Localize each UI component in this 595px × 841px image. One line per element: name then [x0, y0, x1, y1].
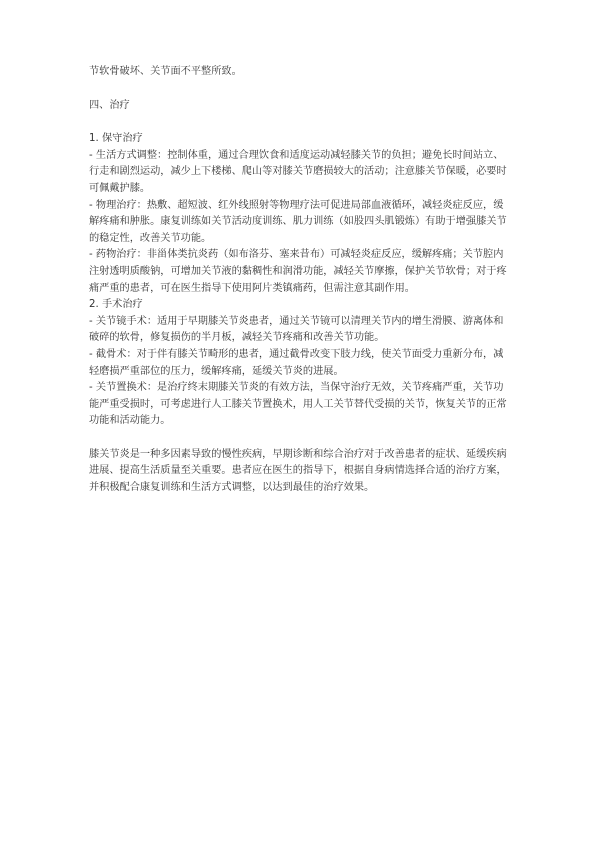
osteotomy-item: - 截骨术：对于伴有膝关节畸形的患者，通过截骨改变下肢力线，使关节面受力重新分布，减轻磨损严重部位的压力，缓解疼痛，延缓关节炎的进展。: [89, 348, 504, 377]
document-page: [89, 64, 509, 497]
intro-tail-text: 节软骨破坏、关节面不平整所致。: [89, 66, 242, 77]
conclusion-paragraph: 膝关节炎是一种多因素导致的慢性疾病，早期诊断和综合治疗对于改善患者的症状、延缓疾病进展、提高生活质量至关重要。患者应在医生的指导下，根据自身病情选择合适的治疗方案，并积极配合康复训练和生活方式调整，以达到最佳的治疗效果。: [89, 448, 507, 494]
arthroscopy-item: - 关节镜手术：适用于早期膝关节炎患者，通过关节镜可以清理关节内的增生滑膜、游离体和破碎的软骨，修复损伤的半月板，减轻关节疼痛和改善关节功能。: [89, 315, 504, 344]
conservative-treatment-title: 1. 保守治疗: [89, 133, 143, 145]
surgical-treatment-title: 2. 手术治疗: [89, 299, 143, 311]
lifestyle-item: - 生活方式调整：控制体重，通过合理饮食和适度运动减轻膝关节的负担；避免长时间站立、行走和剧烈运动，减少上下楼梯、爬山等对膝关节磨损较大的活动；注意膝关节保暖，必要时可佩戴护膝。: [89, 149, 507, 194]
physical-therapy-item: - 物理治疗：热敷、超短波、红外线照射等物理疗法可促进局部血液循环，减轻炎症反应，缓解疼痛和肿胀。康复训练如关节活动度训练、肌力训练（如股四头肌锻炼）有助于增强膝关节的稳定性，改善关节功能。: [89, 199, 507, 244]
section-title: 四、治疗: [89, 99, 130, 111]
replacement-item: - 关节置换术：是治疗终末期膝关节炎的有效方法，当保守治疗无效，关节疼痛严重，关节功能严重受损时，可考虑进行人工膝关节置换术，用人工关节替代受损的关节，恢复关节的正常功能和活动能力。: [89, 382, 507, 427]
drug-therapy-item: - 药物治疗：非甾体类抗炎药（如布洛芬、塞来昔布）可减轻炎症反应，缓解疼痛；关节腔内注射透明质酸钠，可增加关节液的黏稠性和润滑功能，减轻关节摩擦，保护关节软骨；对于疼痛严重的患者，可在医生指导下使用阿片类镇痛药，但需注意其副作用。: [89, 249, 507, 294]
